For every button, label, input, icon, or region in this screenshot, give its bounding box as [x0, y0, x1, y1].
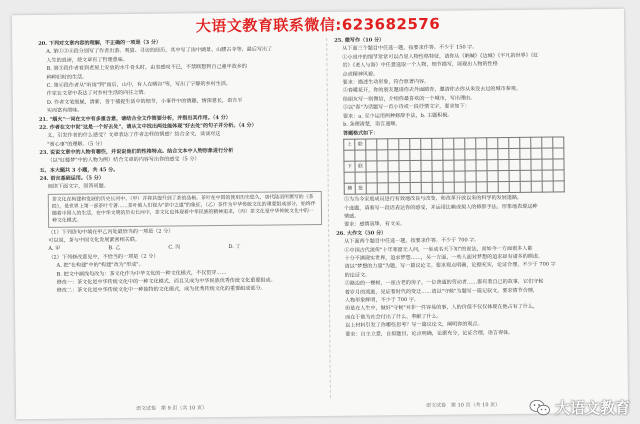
text-line: b. 条理清楚，语言通顺。 — [343, 121, 401, 128]
left-questions — [38, 38, 322, 192]
text-line: 岩》《老人与海》中任意选取一个人物，细节描写，展现出人物的性格 — [342, 61, 498, 69]
text-line: ②路边的一棵树，一座古老的房子，一位普通的劳动者……都有着自己的故事，它们守候 — [344, 278, 544, 287]
text-line: 个选题，请着写一段话表达你的感受，并运用比喻或拟人的修辞手法，形象地表现这种 — [343, 203, 538, 212]
grid-cell — [443, 171, 454, 182]
grid-cell — [465, 160, 476, 171]
grid-cell — [487, 182, 498, 193]
text-line: B. 第⑤段作者看到老屋上安放的水牛骨头时，由衷感叹不已，不禁联想到自己童年故乡的 — [46, 63, 248, 73]
grid-cell — [476, 138, 487, 149]
grid-cell — [432, 183, 443, 194]
text-line: 作家在文章中表达了对乡村生活的向往之情。 — [46, 90, 149, 98]
grid-cell — [410, 139, 421, 150]
grid-cell — [410, 161, 421, 172]
text-line: 修改一：茶文化是中华传统文化中的一种文化模式，而且又成为中华民族优秀传统文化重要组成。 — [56, 277, 276, 286]
reading-passage: 茶文化在构建和发展的历史长河中，（甲）并将其提升到了茶的品格。茶叶在中国的使用历史悠久，唐代陆羽所撰写的《茶经》，是世界上第一部茶叶专著……茶叶被人们视为"茶中之道"的象征，（乙）茶作为中华传统文化的重要组成部分，始终伴随着中国人的生活，在中华文明的历史长河中，茶文化也体现着中华民族的精神追求，（丙）茶文化是中华传统文化中的一种文化模式。 — [48, 191, 322, 228]
grid-cell — [509, 160, 520, 171]
option-0: A. 甲 — [48, 246, 61, 253]
grid-cell: 联 — [355, 161, 366, 172]
text-line: 从下面两个题目中任选一题，按要求作答。不少于 700 字。 — [344, 237, 480, 246]
grid-cell — [465, 171, 476, 182]
text-line: 要求：描述生动形象，符合原著内容。 — [342, 78, 430, 86]
grid-cell — [421, 183, 432, 194]
grid-cell — [509, 182, 520, 193]
grid-cell: 上 — [344, 139, 355, 150]
grid-cell — [476, 171, 487, 182]
grid-cell — [432, 139, 443, 150]
text-line: 可以说，茶与中国文化发展紧密相关联。 — [48, 236, 140, 244]
text-line: 21. "烟火"一词在文中有多重含意，请结合全文作简要分析，并指出其作用。（4 分） — [38, 114, 231, 123]
text-line: 实而富有韵味。 — [46, 107, 83, 114]
text-line: 五、本大题共 3 小题，共 45 分。 — [39, 166, 119, 174]
grid-cell — [542, 148, 553, 159]
grid-cell — [531, 159, 542, 170]
text-line: 义，引发作者的什么感受？文章表达了作者怎样的情感？结合全文，谈谈对这 — [47, 131, 221, 140]
text-line: 25. 微写作（10 分） — [334, 37, 385, 44]
grid-cell — [542, 181, 553, 192]
text-line: B. 把文中画线句改为：茶文化作为中华文化的一种文化模式，不仅贯穿…… — [56, 269, 227, 278]
grid-cell — [454, 160, 465, 171]
grid-cell — [421, 172, 432, 183]
grid-cell — [520, 182, 531, 193]
grid-cell — [553, 159, 564, 170]
text-line: 情感。 — [343, 213, 360, 220]
grid-cell — [377, 139, 388, 150]
grid-cell — [520, 149, 531, 160]
grid-cell — [454, 182, 465, 193]
grid-cell — [531, 181, 542, 192]
grid-cell — [509, 138, 520, 149]
text-line: 以上材料引发了你哪些思考？写一篇议论文，阐明你的观点。 — [345, 321, 483, 329]
text-line: 点或精神风貌。 — [342, 70, 379, 78]
grid-cell — [498, 149, 509, 160]
grid-cell — [531, 170, 542, 181]
column-divider — [326, 38, 331, 398]
wechat-icon — [529, 399, 551, 417]
grid-cell — [465, 149, 476, 160]
grid-cell — [366, 172, 377, 183]
watermark — [529, 397, 630, 418]
grid-cell — [498, 171, 509, 182]
grid-cell — [388, 183, 399, 194]
left-column — [38, 38, 323, 297]
answer-grid-title: 答题格式如下： — [343, 130, 379, 137]
grid-cell — [542, 159, 553, 170]
text-line: 要求：感情真挚，有文采。 — [344, 221, 406, 229]
text-line: （1）下列语句中填在甲乙丙处最恰当的一项是（2 分） — [48, 228, 174, 236]
option-3: D. 丁 — [228, 244, 241, 251]
grid-cell — [355, 150, 366, 161]
grid-cell — [487, 149, 498, 160]
grid-cell — [421, 161, 432, 172]
text-line: 请以"梦想的力量"为题，写一篇议论文。要求观点明确，论据充实，论证合理，不少于 700 字 — [344, 261, 556, 271]
grid-cell — [399, 172, 410, 183]
grid-cell — [421, 139, 432, 150]
grid-cell — [366, 183, 377, 194]
text-line: （2）下列修改意见中，不恰当的一项是（2 分） — [48, 253, 159, 261]
grid-cell — [509, 171, 520, 182]
grid-cell — [388, 172, 399, 183]
grid-cell — [553, 148, 564, 159]
grid-cell — [553, 170, 564, 181]
grid-cell — [509, 149, 520, 160]
text-line: 20. 下列对文章内容的理解，不正确的一项是（3 分） — [38, 39, 162, 47]
grid-cell — [432, 161, 443, 172]
grid-cell — [553, 181, 564, 192]
grid-cell — [410, 150, 421, 161]
option-1: B. 乙 — [108, 245, 121, 252]
grid-cell — [399, 161, 410, 172]
grid-cell — [366, 161, 377, 172]
grid-cell — [487, 171, 498, 182]
text-line: 23. 说说文章中的人物有哪些，并说说他们的性格特点。结合文本中人物形象进行分析 — [39, 147, 234, 157]
text-line: 十分不满现实世界，追求梦想……，另一方面，一些人面对梦想的追求却有诸多的顾虑。 — [344, 253, 544, 262]
text-line: "赏心事"的理解。（5 分） — [47, 140, 106, 148]
grid-cell — [476, 149, 487, 160]
text-line: 种种旧时的生活。 — [46, 73, 88, 81]
grid-cell — [421, 150, 432, 161]
text-line: D. 作者文笔细腻，清新，善于捕捉生活中的细节，小事件中的情趣，情深意长，语言平 — [46, 97, 243, 106]
grid-cell — [498, 160, 509, 171]
text-line: ③为当今家庭成员进行有效地改良与改变，和改革开放以来的科学的发展道路， — [343, 195, 523, 204]
grid-cell: 横 — [344, 183, 355, 194]
grid-cell — [388, 150, 399, 161]
page-footer-right: 语文试卷 第 10 页（共 10 页） — [425, 402, 501, 409]
left-subquestions — [40, 227, 322, 246]
text-line: 阅读下面文字，回答问题。 — [47, 183, 109, 191]
right-essay-questions — [336, 194, 613, 338]
grid-cell — [366, 139, 377, 150]
grid-cell — [443, 160, 454, 171]
text-line: 人生的真谛，使文章有了哲理意味。 — [46, 56, 128, 64]
page-footer-left: 语文试卷 第 9 页（共 10 页） — [135, 405, 207, 412]
grid-cell — [476, 182, 487, 193]
watermark-text: 大语文教育 — [554, 399, 630, 417]
grid-cell — [498, 182, 509, 193]
text-line: 24. 语言基础运用。（5 分） — [39, 175, 104, 182]
grid-cell — [520, 138, 531, 149]
grid-cell: 联 — [355, 139, 366, 150]
grid-cell — [443, 149, 454, 160]
text-line: 着岁月的流逝，见证着时代的变迁……请以"守候"为题写一篇记叙文，要求情节合理， — [344, 287, 539, 296]
grid-cell — [355, 172, 366, 183]
grid-cell — [410, 183, 421, 194]
text-line: 人物形象鲜明，不少于 700 字。 — [344, 296, 420, 304]
right-column — [334, 35, 613, 340]
grid-cell — [443, 138, 454, 149]
grid-cell — [498, 138, 509, 149]
option-2: C. 丙 — [168, 244, 181, 252]
grid-cell — [476, 160, 487, 171]
grid-cell — [454, 171, 465, 182]
grid-cell — [520, 160, 531, 171]
text-line: C. 第⑥段作者从"听雨"到"雨后，山中，有人在晒谷"等，写出了宁静的乡村生活。 — [46, 80, 232, 89]
text-line: 22. 作者在文中说"这是一个好去处"，请从文中找出两处能体现"好去处"的句子并分析。（4 分） — [39, 122, 257, 131]
grid-cell — [377, 150, 388, 161]
text-line: A. 第①③④段分别写了作者出游、观猎、寻访的经历，其中写了雨中湖景、山腰古寺等，最后写出了 — [46, 46, 273, 56]
grid-row — [344, 181, 564, 194]
grid-cell — [542, 137, 553, 148]
text-line: 要求：自主立意，自拟题目，论点明确，论据充分，论证合理，语言得体。 — [345, 329, 514, 338]
text-line: ③以"春"为话题写一首小诗或一段抒情文字，要求如下： — [342, 103, 470, 111]
grid-cell — [366, 150, 377, 161]
grid-cell — [377, 183, 388, 194]
grid-cell: 下 — [344, 161, 355, 172]
grid-cell — [377, 161, 388, 172]
grid-cell — [377, 172, 388, 183]
grid-cell — [432, 150, 443, 161]
text-line: 从下面三个题目中任选一题，按要求作答。不少于 150 字。 — [342, 44, 478, 53]
grid-cell — [410, 172, 421, 183]
grid-cell — [399, 150, 410, 161]
grid-cell — [344, 150, 355, 161]
grid-cell — [487, 160, 498, 171]
grid-cell — [531, 148, 542, 159]
text-line: 修改二：茶文化是中华传统文化中一种独特的文化模式，成为优秀传统文化的重要组成部分。 — [56, 285, 266, 295]
text-line: 26. 大作文（50 分） — [336, 230, 387, 237]
grid-cell — [454, 138, 465, 149]
text-line: 而在于他为社会付出了什么，奉献了什么。 — [345, 313, 442, 321]
right-questions — [334, 35, 611, 129]
answer-grid-block — [343, 128, 612, 195]
text-line: 要求：a. 至少运用两种修辞手法，b. 主题积极。 — [342, 112, 453, 120]
left-revision-options — [40, 252, 322, 296]
text-line: 给朋友写一则微信，介绍你最喜欢的一个城市，写出理由。 — [342, 95, 476, 103]
grid-cell — [531, 137, 542, 148]
text-line: ①中国古代流传"十年寒窗无人问，一举成名天下知"的说法，而如今一方面很多人都 — [344, 245, 533, 254]
text-line: 的论证文。 — [344, 272, 371, 279]
text-line: （以"红楼梦"中的人物为例）结合文章的内容写出你的感受（5 分） — [47, 156, 200, 165]
grid-cell — [443, 182, 454, 193]
grid-cell — [520, 171, 531, 182]
grid-cell — [454, 149, 465, 160]
grid-cell — [465, 182, 476, 193]
exam-sheet — [12, 9, 628, 419]
text-line: 但是在人生中，做好"守候"并非一件容易的事，人的价值不仅仅体现在他占有了什么， — [344, 304, 539, 313]
grid-cell — [487, 138, 498, 149]
contact-banner: 大语文教育联系微信:623682576 — [195, 14, 441, 36]
grid-cell — [399, 183, 410, 194]
grid-cell — [432, 172, 443, 183]
grid-cell — [344, 172, 355, 183]
grid-cell — [388, 161, 399, 172]
grid-cell — [465, 138, 476, 149]
text-line: A. 把"在构建"中的"构建"改为"形成"。 — [56, 262, 144, 269]
grid-cell: 批 — [355, 183, 366, 194]
text-line: ②春暖花开，你的朋友邀请你去外面踏青，邀请你去你从来没去过的城市参观。 — [342, 86, 522, 95]
grid-cell — [388, 139, 399, 150]
grid-cell — [542, 170, 553, 181]
answer-grid — [343, 137, 565, 195]
grid-cell — [553, 137, 564, 148]
text-line: ①小说中的细节常常可以凸显人物性格特征，请你从《呐喊》《边城》《平凡的世界》《红 — [342, 52, 539, 61]
grid-cell — [399, 139, 410, 150]
